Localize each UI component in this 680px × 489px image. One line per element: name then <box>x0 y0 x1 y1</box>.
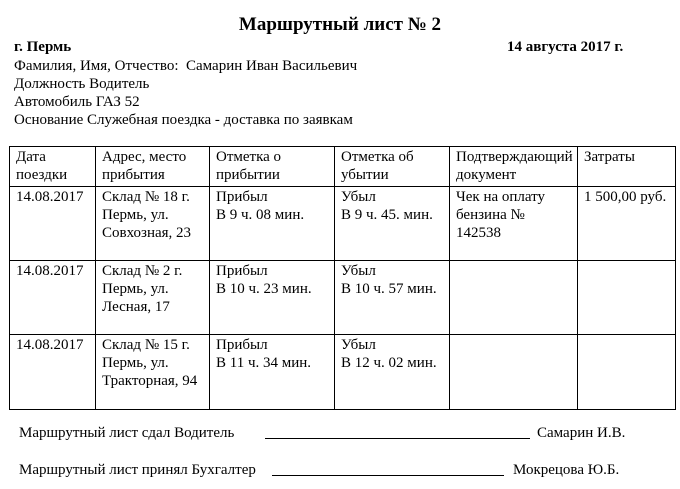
accepted-name: Мокрецова Ю.Б. <box>513 462 620 478</box>
accepted-signature-line <box>272 475 504 476</box>
accepted-label: Маршрутный лист принял Бухгалтер <box>19 462 256 478</box>
table-header-row <box>10 147 676 187</box>
cell-departure <box>335 187 450 261</box>
cell-date: 14.08.2017 <box>10 261 96 335</box>
basis-label: Основание <box>14 112 84 128</box>
column-header-address: Адрес, место прибытия <box>96 147 210 187</box>
departure-time: В 9 ч. 45. мин. <box>341 207 433 223</box>
cell-date: 14.08.2017 <box>10 335 96 410</box>
departure-time: В 12 ч. 02 мин. <box>341 355 437 371</box>
position-line <box>14 75 149 93</box>
column-header-date: Дата поездки <box>10 147 96 187</box>
cell-address: Склад № 18 г. Пермь, ул. Совхозная, 23 <box>96 187 210 261</box>
document-title: Маршрутный лист № 2 <box>238 14 442 35</box>
cell-document <box>450 335 578 410</box>
handed-signature-line <box>265 438 530 439</box>
cell-departure <box>335 335 450 410</box>
handed-name: Самарин И.В. <box>537 425 626 441</box>
cell-arrival <box>210 261 335 335</box>
departure-time: В 10 ч. 57 мин. <box>341 281 437 297</box>
departure-status: Убыл <box>341 263 376 279</box>
column-header-document: Подтверждающий документ <box>450 147 578 187</box>
car-line <box>14 93 140 111</box>
document-date: 14 августа 2017 г. <box>507 39 624 55</box>
cell-arrival <box>210 187 335 261</box>
arrival-status: Прибыл <box>216 337 268 353</box>
cell-cost <box>578 261 676 335</box>
car-label: Автомобиль <box>14 94 93 110</box>
cell-document <box>450 261 578 335</box>
cell-document: Чек на оплату бензина № 142538 <box>450 187 578 261</box>
arrival-status: Прибыл <box>216 189 268 205</box>
departure-status: Убыл <box>341 337 376 353</box>
cell-cost <box>578 335 676 410</box>
table-row <box>10 335 676 410</box>
position-label: Должность <box>14 76 86 92</box>
cell-departure <box>335 261 450 335</box>
arrival-status: Прибыл <box>216 263 268 279</box>
cell-arrival <box>210 335 335 410</box>
arrival-time: В 9 ч. 08 мин. <box>216 207 305 223</box>
arrival-time: В 10 ч. 23 мин. <box>216 281 312 297</box>
car-value: ГАЗ 52 <box>95 94 140 110</box>
departure-status: Убыл <box>341 189 376 205</box>
basis-line <box>14 111 353 129</box>
cell-address: Склад № 15 г. Пермь, ул. Тракторная, 94 <box>96 335 210 410</box>
position-value: Водитель <box>89 76 150 92</box>
cell-address: Склад № 2 г. Пермь, ул. Лесная, 17 <box>96 261 210 335</box>
column-header-departure: Отметка об убытии <box>335 147 450 187</box>
column-header-arrival: Отметка о прибытии <box>210 147 335 187</box>
fio-line <box>14 57 357 75</box>
route-table <box>9 146 676 410</box>
cell-cost: 1 500,00 руб. <box>578 187 676 261</box>
arrival-time: В 11 ч. 34 мин. <box>216 355 312 371</box>
column-header-cost: Затраты <box>578 147 676 187</box>
cell-date: 14.08.2017 <box>10 187 96 261</box>
fio-label: Фамилия, Имя, Отчество: <box>14 58 179 74</box>
fio-value: Самарин Иван Васильевич <box>186 58 358 74</box>
table-row <box>10 261 676 335</box>
city: г. Пермь <box>14 39 72 55</box>
basis-value: Служебная поездка - доставка по заявкам <box>87 112 353 128</box>
table-row <box>10 187 676 261</box>
handed-label: Маршрутный лист сдал Водитель <box>19 425 235 441</box>
